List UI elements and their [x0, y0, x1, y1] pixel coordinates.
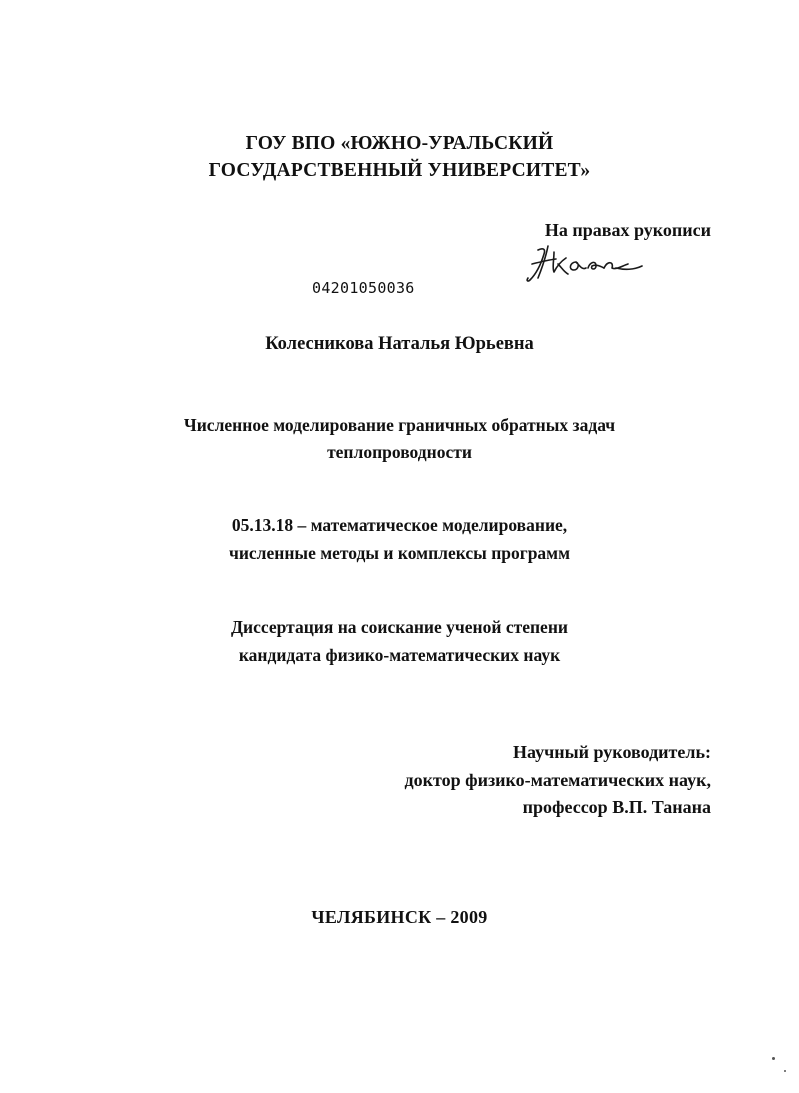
specialty-line-1: 05.13.18 – математическое моделирование,: [231, 515, 568, 535]
degree-line-2: кандидата физико-математических наук: [238, 645, 561, 665]
advisor-name: профессор В.П. Танана: [522, 797, 711, 817]
specialty-line-2: численные методы и комплексы программ: [228, 543, 571, 563]
advisor-label: Научный руководитель:: [513, 742, 711, 762]
dissertation-title-line-1: Численное моделирование граничных обратных задач: [183, 415, 616, 435]
author-name: Колесникова Наталья Юрьевна: [265, 334, 534, 354]
handwritten-signature: [524, 240, 648, 288]
city-year: ЧЕЛЯБИНСК – 2009: [311, 907, 488, 927]
degree-line-1: Диссертация на соискание ученой степени: [231, 617, 568, 637]
advisor-degree: доктор физико-математических наук,: [404, 770, 711, 790]
scan-speck: [784, 1070, 786, 1072]
organization-line-1: ГОУ ВПО «ЮЖНО-УРАЛЬСКИЙ: [245, 133, 554, 154]
scan-speck: [772, 1057, 775, 1060]
manuscript-rights-label: На правах рукописи: [544, 220, 711, 240]
organization-line-2: ГОСУДАРСТВЕННЫЙ УНИВЕРСИТЕТ»: [208, 160, 591, 181]
catalog-number: 04201050036: [312, 279, 415, 297]
dissertation-title-line-2: теплопроводности: [327, 442, 472, 462]
